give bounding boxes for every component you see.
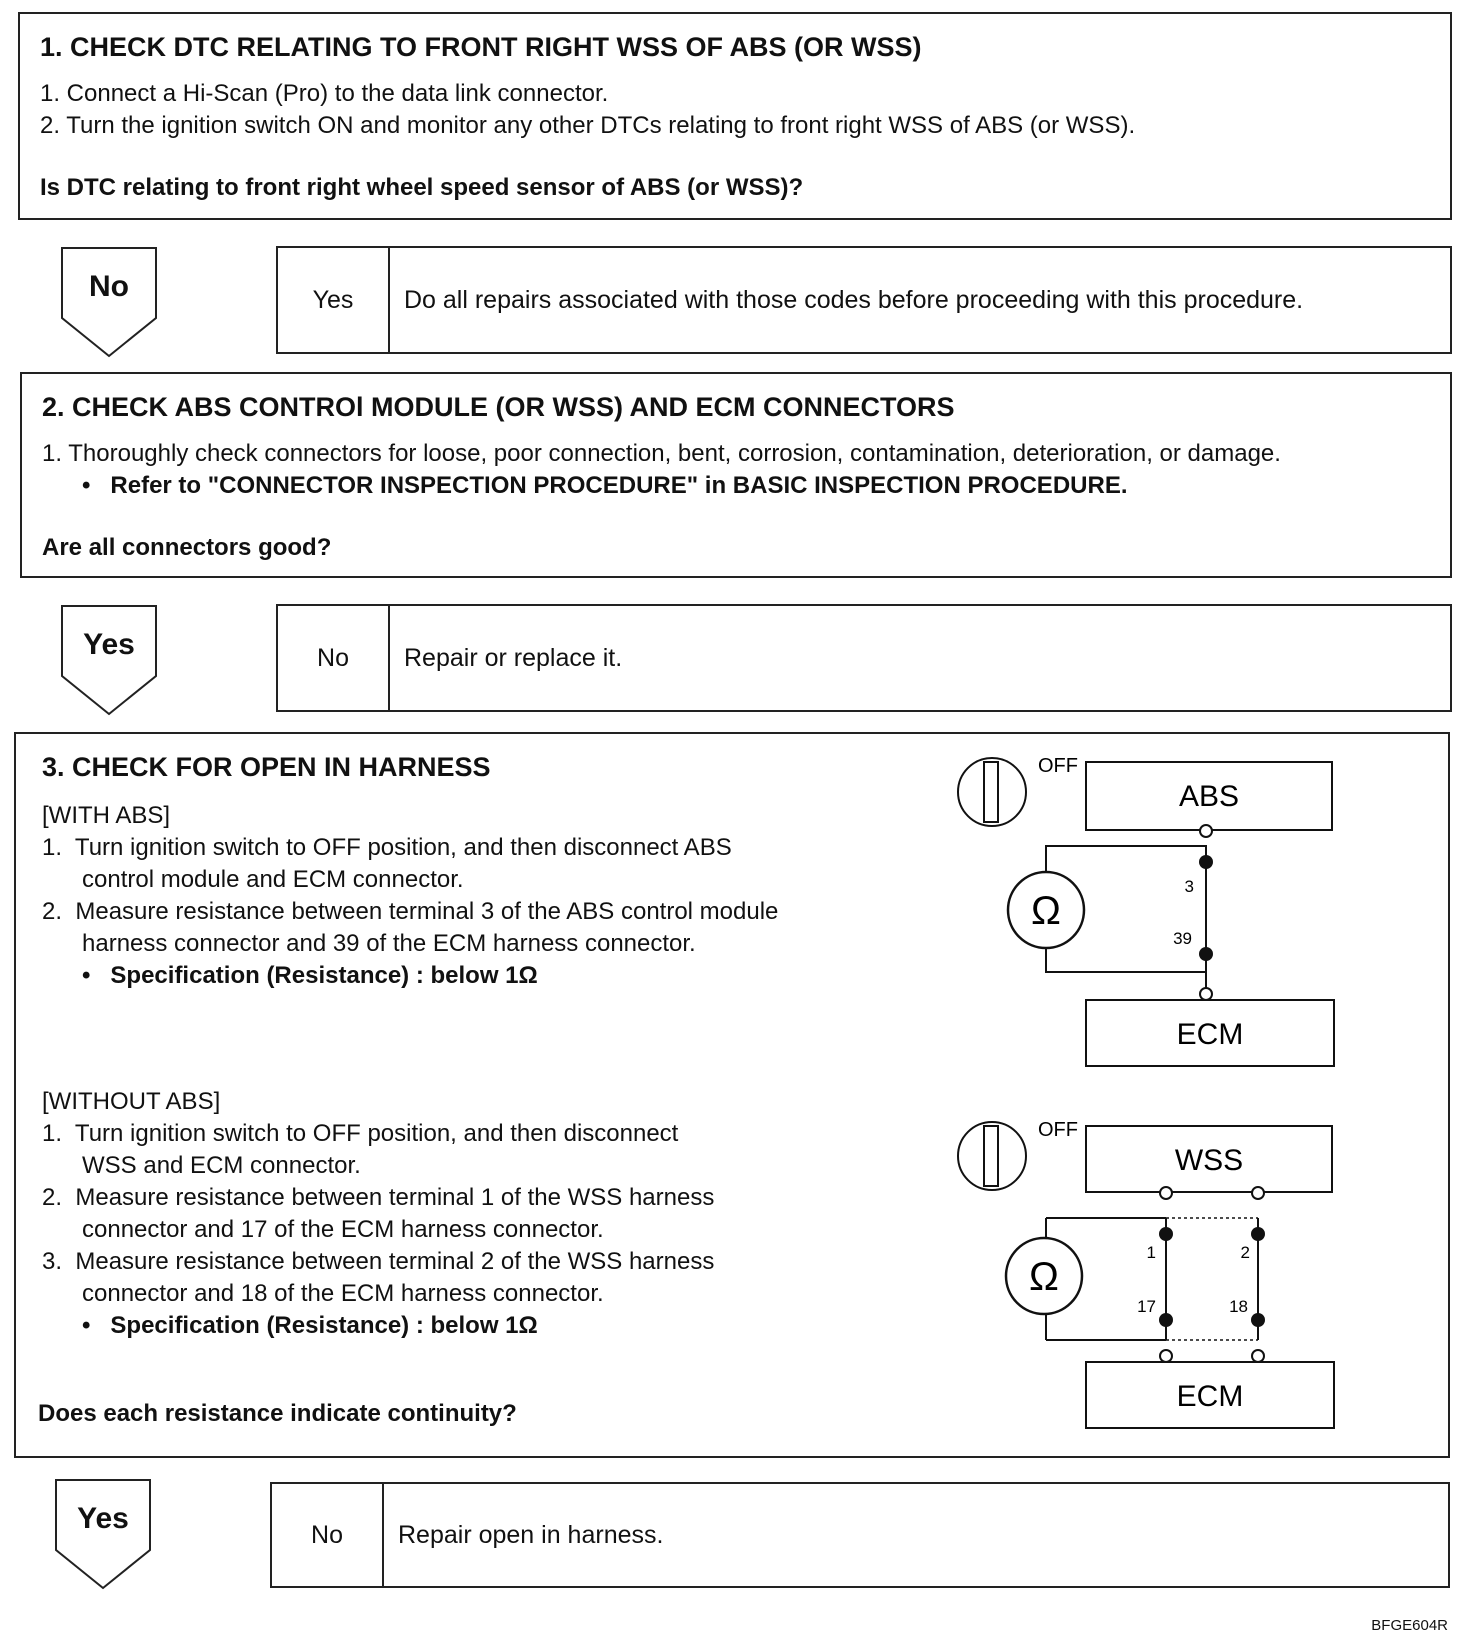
without-abs-line-6: connector and 18 of the ECM harness connector.: [42, 1280, 604, 1307]
ignition-switch-icon: [958, 758, 1026, 826]
step3-title: 3. CHECK FOR OPEN IN HARNESS: [42, 752, 491, 782]
with-abs-line-1: 1. Turn ignition switch to OFF position, and then disconnect ABS: [42, 834, 732, 861]
step2-bullet-text: Refer to "CONNECTOR INSPECTION PROCEDURE" in BASIC INSPECTION PROCEDURE.: [110, 472, 1128, 499]
with-abs-circuit-diagram: [956, 750, 1356, 1070]
without-abs-heading: [WITHOUT ABS]: [42, 1088, 221, 1115]
branch2-answer-label: No: [278, 606, 390, 710]
branch1-arrow-label: No: [89, 270, 129, 303]
switch-off-label: OFF: [1038, 1119, 1078, 1141]
pin-17-label: 17: [1137, 1297, 1156, 1316]
pin-3-label: 3: [1184, 877, 1194, 896]
branch1-answer-label: Yes: [278, 248, 390, 352]
without-abs-line-1: 1. Turn ignition switch to OFF position, and then disconnect: [42, 1120, 679, 1147]
step2-item-1: 1. Thoroughly check connectors for loose, poor connection, bent, corrosion, contamination, deterioration, or damage.: [42, 440, 1281, 467]
with-abs-line-2: control module and ECM connector.: [42, 866, 464, 893]
step2-bullet: • Refer to "CONNECTOR INSPECTION PROCEDURE" in BASIC INSPECTION PROCEDURE.: [82, 472, 1128, 499]
switch-off-label: OFF: [1038, 755, 1078, 777]
ohmmeter-icon: [1006, 1238, 1082, 1314]
step1-title: 1. CHECK DTC RELATING TO FRONT RIGHT WSS OF ABS (OR WSS): [40, 32, 922, 62]
without-abs-spec-text: Specification (Resistance) : below 1Ω: [110, 1312, 538, 1339]
without-abs-spec: • Specification (Resistance) : below 1Ω: [82, 1312, 538, 1339]
with-abs-spec-text: Specification (Resistance) : below 1Ω: [110, 962, 538, 989]
step1-question: Is DTC relating to front right wheel speed sensor of ABS (or WSS)?: [40, 174, 804, 201]
branch3-arrow-label: Yes: [77, 1502, 129, 1535]
ohmmeter-icon: [1008, 872, 1084, 948]
ohm-symbol: Ω: [1029, 1255, 1059, 1299]
step1-item-2: 2. Turn the ignition switch ON and monitor any other DTCs relating to front right WSS of ABS (or WSS).: [40, 112, 1136, 139]
branch3-arrow: [54, 1478, 152, 1590]
branch3-answer-label: No: [272, 1484, 384, 1586]
step2-question: Are all connectors good?: [42, 534, 332, 561]
branch2-answer: [276, 604, 1452, 712]
branch2-arrow-label: Yes: [83, 628, 135, 661]
step1-box: [18, 12, 1452, 220]
with-abs-line-4: harness connector and 39 of the ECM harness connector.: [42, 930, 696, 957]
with-abs-heading: [WITH ABS]: [42, 802, 171, 829]
branch1-answer-text: Do all repairs associated with those codes before proceeding with this procedure.: [404, 285, 1304, 314]
ignition-switch-icon: [958, 1122, 1026, 1190]
figure-code: BFGE604R: [1371, 1617, 1448, 1634]
with-abs-spec: • Specification (Resistance) : below 1Ω: [82, 962, 538, 989]
wss-box-label: WSS: [1174, 1144, 1244, 1177]
without-abs-circuit-diagram: [956, 1114, 1356, 1434]
pin-2-label: 2: [1240, 1243, 1250, 1262]
step2-box: [20, 372, 1452, 578]
without-abs-line-4: connector and 17 of the ECM harness connector.: [42, 1216, 604, 1243]
pin-18-label: 18: [1229, 1297, 1248, 1316]
ecm-box-top-label: ECM: [1176, 1018, 1244, 1051]
branch1-arrow: [60, 246, 158, 358]
with-abs-line-3: 2. Measure resistance between terminal 3 of the ABS control module: [42, 898, 779, 925]
branch1-answer: [276, 246, 1452, 354]
without-abs-line-5: 3. Measure resistance between terminal 2 of the WSS harness: [42, 1248, 715, 1275]
step3-box: [14, 732, 1450, 1458]
abs-box-label: ABS: [1178, 780, 1240, 813]
without-abs-line-2: WSS and ECM connector.: [42, 1152, 361, 1179]
ohm-symbol: Ω: [1031, 889, 1061, 933]
step1-item-1: 1. Connect a Hi-Scan (Pro) to the data link connector.: [40, 80, 609, 107]
step3-question: Does each resistance indicate continuity?: [38, 1400, 517, 1427]
branch3-answer: [270, 1482, 1450, 1588]
branch2-answer-text: Repair or replace it.: [404, 643, 623, 672]
step2-title: 2. CHECK ABS CONTROl MODULE (OR WSS) AND ECM CONNECTORS: [42, 392, 955, 422]
pin-1-label: 1: [1146, 1243, 1156, 1262]
branch2-arrow: [60, 604, 158, 716]
branch3-answer-text: Repair open in harness.: [398, 1520, 664, 1549]
pin-39-label: 39: [1173, 929, 1192, 948]
ecm-box-bottom-label: ECM: [1176, 1380, 1244, 1413]
without-abs-line-3: 2. Measure resistance between terminal 1 of the WSS harness: [42, 1184, 715, 1211]
